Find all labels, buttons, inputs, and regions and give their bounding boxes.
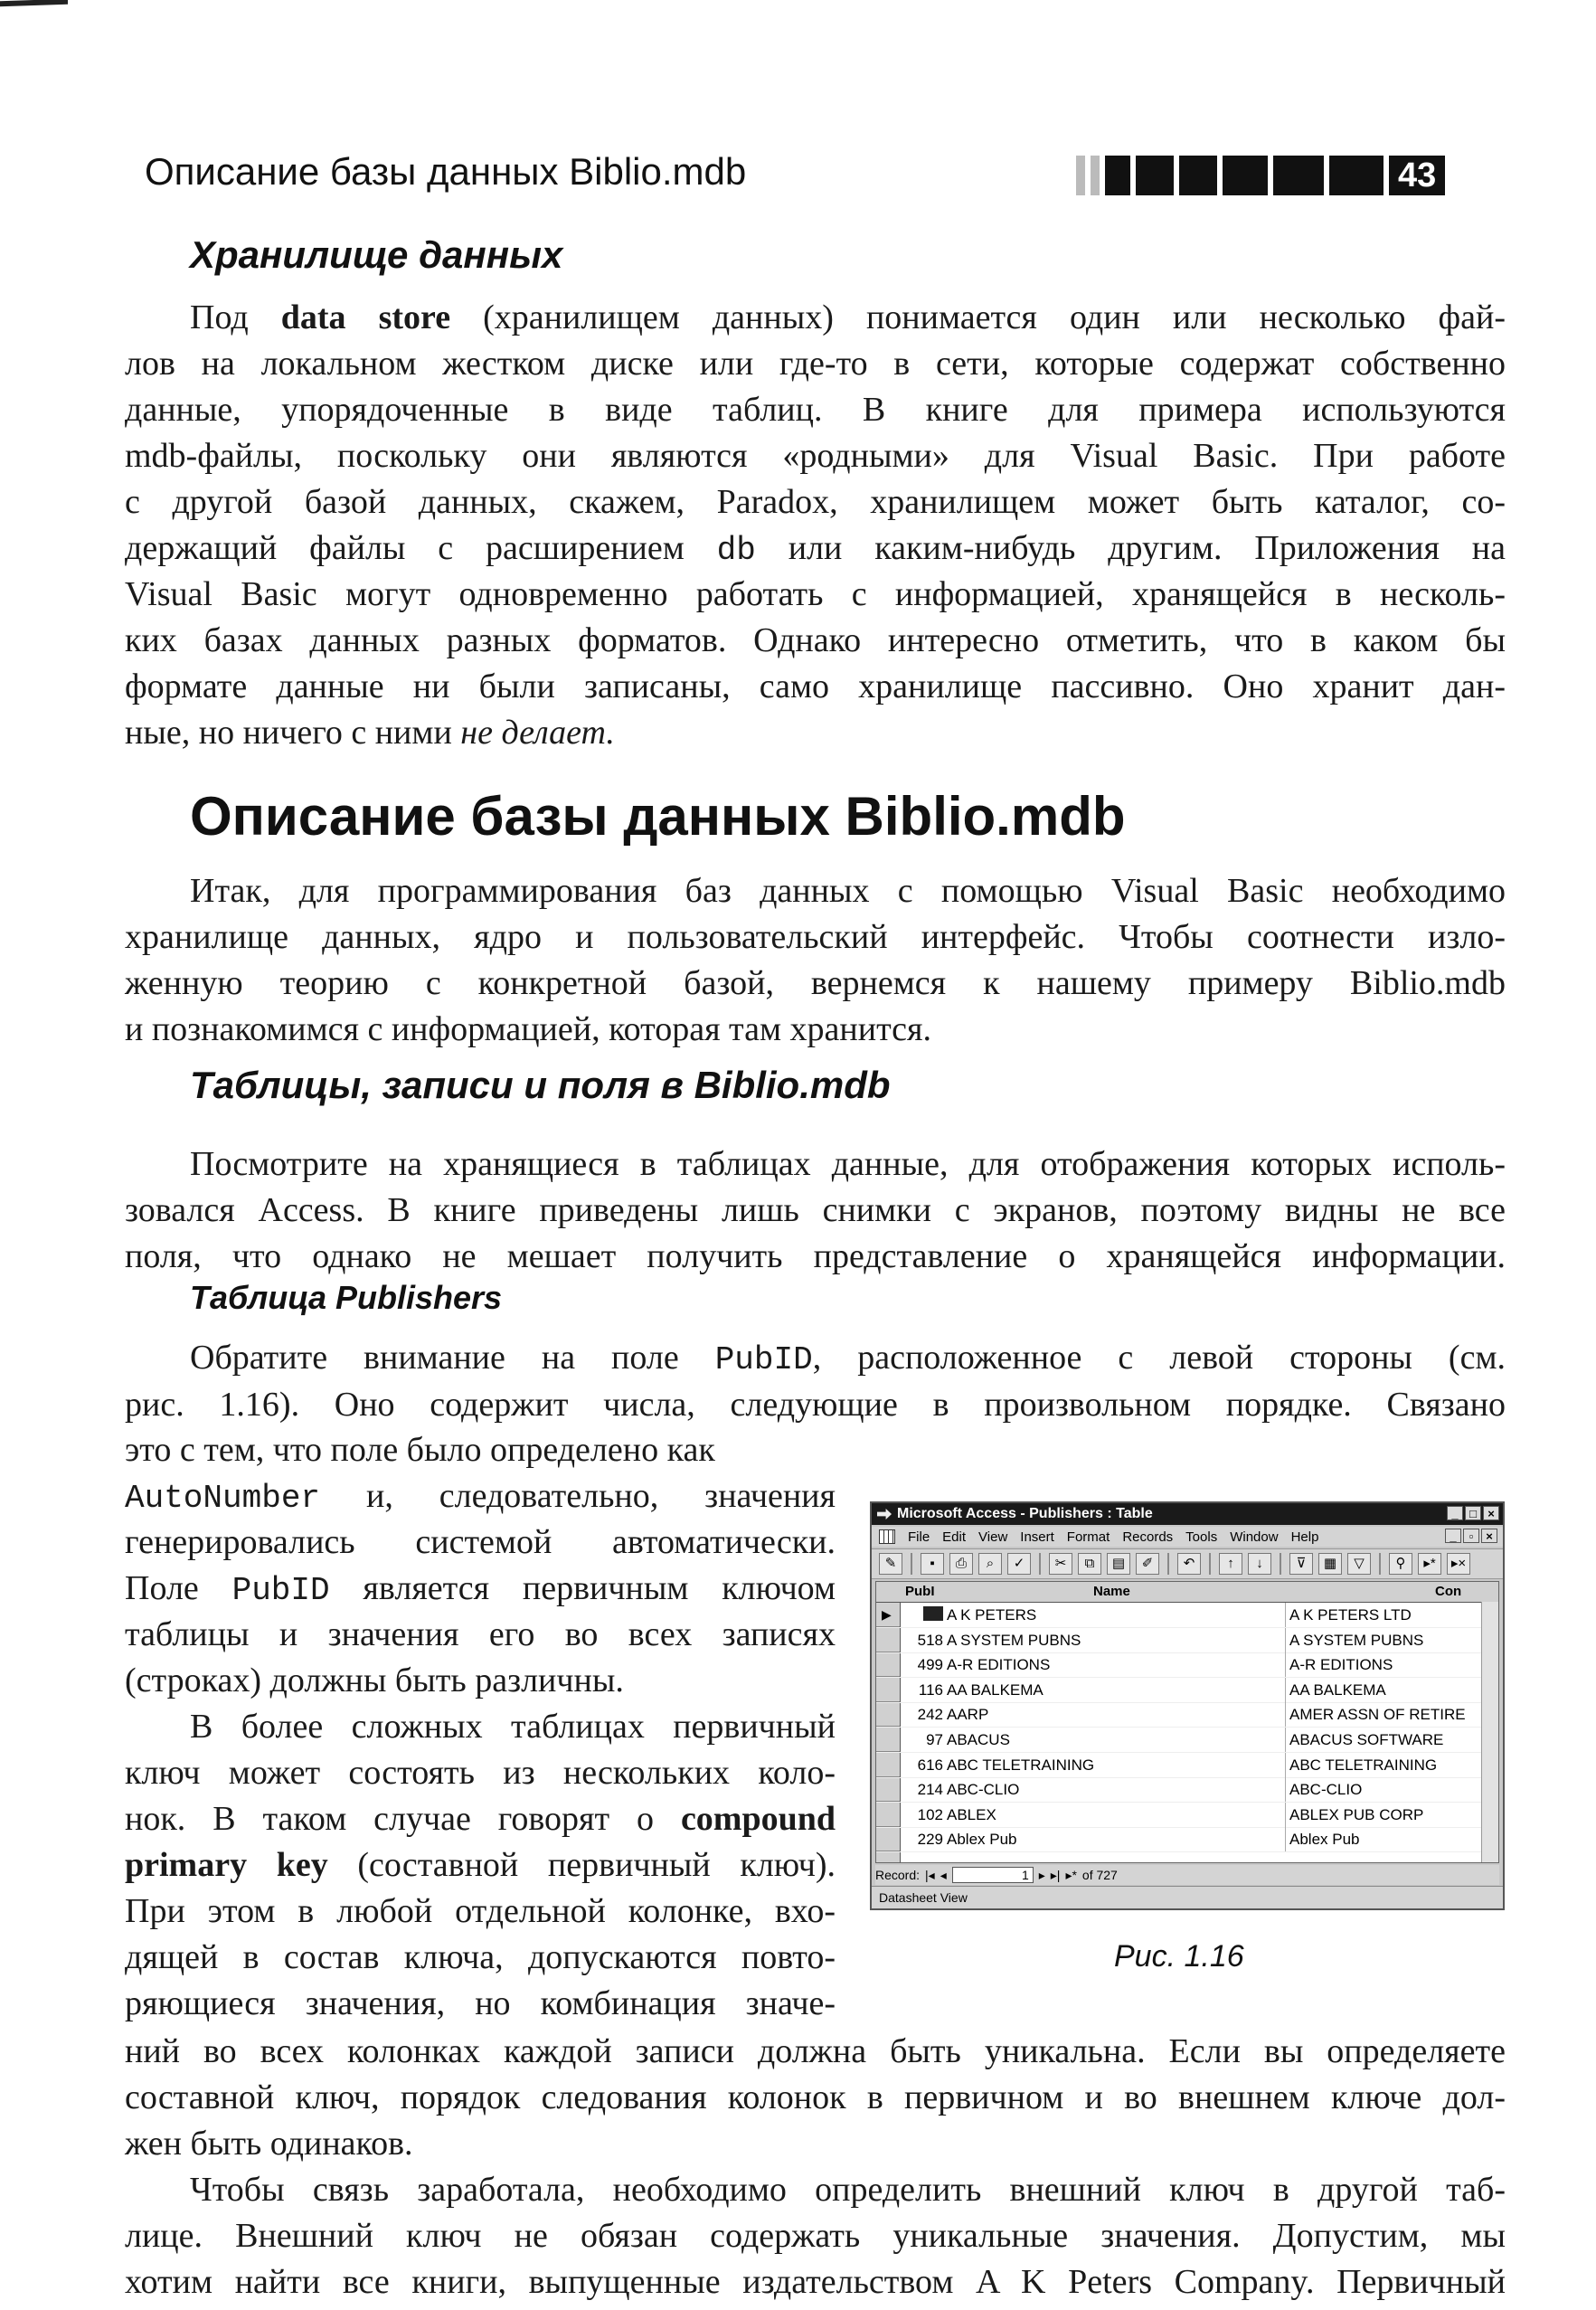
menu-item-view[interactable]: View <box>978 1529 1008 1545</box>
text-line: зовался Access. В книге приведены лишь снимки с экранов, поэтому видны не все <box>125 1191 1506 1229</box>
maximize-button[interactable]: □ <box>1465 1506 1481 1520</box>
text-line: нок. В таком случае говорят о compound <box>125 1800 836 1838</box>
cell-pubid[interactable]: 97 <box>926 1731 943 1748</box>
text-line: это с тем, что поле было определено как <box>125 1431 715 1469</box>
section-heading: Описание базы данных Biblio.mdb <box>190 786 1126 847</box>
text-line: генерировались системой автоматически. <box>125 1523 836 1561</box>
menu-item-file[interactable]: File <box>908 1529 930 1545</box>
text-line: данные, упорядоченные в виде таблиц. В книге для примера используются <box>125 391 1506 429</box>
text-line: лице. Внешний ключ не обязан содержать уникальные значения. Допустим, мы <box>125 2217 1506 2255</box>
record-selector[interactable] <box>876 1678 900 1702</box>
text-line: AutoNumber и, следовательно, значения <box>125 1477 836 1517</box>
text-line: Обратите внимание на поле PubID, расположенное с левой стороны (см. <box>190 1339 1506 1378</box>
text-line: и познакомимся с информацией, которая там хранится. <box>125 1010 931 1048</box>
table-row[interactable] <box>876 1628 1482 1653</box>
text-line: таблицы и значения его во всех записях <box>125 1615 836 1653</box>
text-line: рис. 1.16). Оно содержит числа, следующие в произвольном порядке. Связано <box>125 1386 1506 1424</box>
cell-pubid[interactable]: 499 <box>917 1656 943 1674</box>
table-row[interactable] <box>876 1827 1482 1852</box>
copy-icon[interactable]: ⧉ <box>1078 1553 1101 1575</box>
cell-name[interactable]: ABC-CLIO <box>947 1781 1020 1799</box>
record-selector[interactable] <box>876 1628 900 1652</box>
window-title: Microsoft Access - Publishers : Table <box>897 1506 1153 1521</box>
cell-pubid[interactable]: 518 <box>917 1631 943 1649</box>
record-selector[interactable] <box>876 1702 900 1727</box>
prev-record-icon[interactable]: ◂ <box>940 1867 947 1882</box>
text-line: формате данные ни были записаны, само хранилище пассивно. Оно хранит дан- <box>125 667 1506 705</box>
cell-name[interactable]: AA BALKEMA <box>947 1680 1044 1699</box>
heading-publishers-table: Таблица Publishers <box>190 1279 503 1316</box>
autonumber-cell-marker <box>923 1606 943 1621</box>
menu-item-insert[interactable]: Insert <box>1020 1529 1054 1545</box>
cell-pubid[interactable]: 616 <box>917 1756 943 1774</box>
new-record-icon[interactable]: ▸* <box>1418 1553 1441 1575</box>
text-line: Поле PubID является первичным ключом <box>125 1569 836 1609</box>
cell-pubid[interactable]: 214 <box>917 1781 943 1799</box>
heading-data-store: Хранилище данных <box>190 233 563 276</box>
cell-pubid[interactable]: 116 <box>918 1680 943 1699</box>
apply-filter-icon[interactable]: ▽ <box>1347 1553 1371 1575</box>
text-line: женную теорию с конкретной базой, вернемся к нашему примеру Biblio.mdb <box>125 964 1506 1002</box>
print-icon[interactable]: ⎙ <box>949 1553 973 1575</box>
first-record-icon[interactable]: |◂ <box>925 1867 935 1882</box>
text-line: ряющиеся значения, но комбинация значе- <box>125 1984 836 2022</box>
window-titlebar <box>872 1503 1503 1525</box>
record-selector[interactable] <box>876 1753 900 1777</box>
table-row[interactable] <box>876 1678 1482 1703</box>
access-window-screenshot <box>870 1501 1505 1910</box>
save-icon[interactable]: ▪ <box>921 1553 944 1575</box>
record-total: of 727 <box>1081 1868 1118 1882</box>
record-selector[interactable] <box>876 1652 900 1677</box>
cell-name[interactable]: A SYSTEM PUBNS <box>947 1631 1081 1649</box>
table-row[interactable] <box>876 1753 1482 1778</box>
text-line: ные, но ничего с ними не делает. <box>125 714 615 752</box>
spelling-icon[interactable]: ✓ <box>1007 1553 1031 1575</box>
record-selector[interactable] <box>876 1728 900 1752</box>
undo-icon[interactable]: ↶ <box>1177 1553 1201 1575</box>
running-head: Описание базы данных Biblio.mdb <box>145 150 747 193</box>
datasheet-grid <box>875 1581 1499 1863</box>
record-selector[interactable] <box>876 1803 900 1827</box>
cell-name[interactable]: AARP <box>947 1706 989 1724</box>
figure-caption: Рис. 1.16 <box>1114 1939 1244 1974</box>
text-line: лов на локальном жестком диске или где-то в сети, которые содержат собственно <box>125 345 1506 383</box>
cell-name[interactable]: A K PETERS <box>947 1606 1037 1624</box>
menu-item-tools[interactable]: Tools <box>1185 1529 1218 1545</box>
doc-close-button[interactable]: × <box>1481 1529 1497 1543</box>
new-record-nav-icon[interactable]: ▸* <box>1065 1867 1077 1882</box>
delete-record-icon[interactable]: ▸× <box>1447 1553 1470 1575</box>
cell-company[interactable]: ABC TELETRAINING <box>1285 1753 1437 1777</box>
record-label: Record: <box>875 1868 921 1882</box>
cell-company[interactable]: ABLEX PUB CORP <box>1285 1803 1423 1827</box>
text-line: При этом в любой отдельной колонке, вхо- <box>125 1892 836 1930</box>
text-line: составной ключ, порядок следования колонок в первичном и во внешнем ключе дол- <box>125 2078 1506 2116</box>
page-corner-mark <box>0 0 68 6</box>
record-navigator <box>875 1865 1499 1885</box>
page-number-bar <box>1076 156 1445 195</box>
text-line: ний во всех колонках каждой записи должна быть уникальна. Если вы определяете <box>125 2032 1506 2070</box>
menu-item-help[interactable]: Help <box>1290 1529 1319 1545</box>
cell-company[interactable]: Ablex Pub <box>1285 1827 1360 1851</box>
table-row[interactable] <box>876 1702 1482 1728</box>
text-line: ких базах данных разных форматов. Однако интересно отметить, что в каком бы <box>125 621 1506 659</box>
cell-company[interactable]: A-R EDITIONS <box>1285 1652 1393 1677</box>
text-line: с другой базой данных, скажем, Paradox, хранилищем может быть каталог, со- <box>125 483 1506 521</box>
filter-selection-icon[interactable]: ⊽ <box>1289 1553 1313 1575</box>
record-number-field[interactable]: 1 <box>952 1867 1034 1883</box>
table-row[interactable] <box>876 1777 1482 1803</box>
table-row[interactable] <box>876 1728 1482 1753</box>
cell-name[interactable]: ABACUS <box>947 1731 1010 1748</box>
menu-item-records[interactable]: Records <box>1122 1529 1174 1545</box>
text-line: хотим найти все книги, выпущенные издательством A K Peters Company. Первичный <box>125 2263 1506 2301</box>
text-line: ключ может состоять из нескольких коло- <box>125 1754 836 1792</box>
text-line: Под data store (хранилищем данных) понимается один или несколько фай- <box>190 298 1506 336</box>
table-icon <box>879 1529 895 1544</box>
page-number: 43 <box>1389 156 1445 195</box>
table-row[interactable] <box>876 1652 1482 1678</box>
cut-icon[interactable]: ✂ <box>1049 1553 1072 1575</box>
table-row[interactable] <box>876 1603 1482 1628</box>
text-line: primary key (составной первичный ключ). <box>125 1846 836 1884</box>
cell-name[interactable]: A-R EDITIONS <box>947 1656 1051 1674</box>
find-icon[interactable]: ⚲ <box>1389 1553 1412 1575</box>
cell-company[interactable]: A SYSTEM PUBNS <box>1285 1628 1423 1652</box>
text-line: хранилище данных, ядро и пользовательский интерфейс. Чтобы соотнести изло- <box>125 918 1506 956</box>
format-painter-icon[interactable]: ✐ <box>1136 1553 1159 1575</box>
doc-minimize-button[interactable]: _ <box>1445 1529 1461 1543</box>
table-row[interactable] <box>876 1803 1482 1828</box>
menu-bar <box>872 1527 1503 1547</box>
text-line: Чтобы связь заработала, необходимо определить внешний ключ в другой таб- <box>190 2171 1506 2209</box>
cell-company[interactable]: AA BALKEMA <box>1285 1678 1386 1702</box>
column-header-pubid[interactable]: PubI <box>905 1584 935 1599</box>
cell-company[interactable]: ABACUS SOFTWARE <box>1285 1728 1443 1752</box>
text-line: поля, что однако не мешает получить представление о хранящейся информации. <box>125 1237 1506 1275</box>
text-line: дящей в состав ключа, допускаются повто- <box>125 1938 836 1976</box>
status-bar: Datasheet View <box>872 1886 1503 1908</box>
sort-descending-icon[interactable]: ↓ <box>1248 1553 1271 1575</box>
record-selector[interactable] <box>876 1827 900 1851</box>
doc-restore-button[interactable]: ▫ <box>1463 1529 1479 1543</box>
cell-company[interactable]: A K PETERS LTD <box>1285 1603 1412 1627</box>
preview-icon[interactable]: ⌕ <box>978 1553 1002 1575</box>
cell-name[interactable]: ABLEX <box>947 1805 996 1823</box>
menu-item-edit[interactable]: Edit <box>942 1529 967 1545</box>
grid-header <box>876 1582 1498 1603</box>
text-line: mdb-файлы, поскольку они являются «родными» для Visual Basic. При работе <box>125 437 1506 475</box>
access-key-icon <box>877 1509 892 1519</box>
heading-tables-records-fields: Таблицы, записи и поля в Biblio.mdb <box>190 1064 891 1106</box>
text-line: Visual Basic могут одновременно работать с информацией, хранящейся в несколь- <box>125 575 1506 613</box>
text-line: (строках) должны быть различны. <box>125 1661 624 1699</box>
text-line: Итак, для программирования баз данных с помощью Visual Basic необходимо <box>190 872 1506 910</box>
menu-item-format[interactable]: Format <box>1066 1529 1110 1545</box>
cell-name[interactable]: Ablex Pub <box>947 1831 1017 1849</box>
paste-icon[interactable]: ▤ <box>1107 1553 1130 1575</box>
column-header-company[interactable]: Con <box>1435 1584 1462 1599</box>
cell-name[interactable]: ABC TELETRAINING <box>947 1756 1095 1774</box>
last-record-icon[interactable]: ▸| <box>1050 1867 1061 1882</box>
text-line: жен быть одинаков. <box>125 2125 413 2163</box>
close-button[interactable]: × <box>1483 1506 1499 1520</box>
record-selector[interactable] <box>876 1777 900 1802</box>
next-record-icon[interactable]: ▸ <box>1038 1867 1045 1882</box>
sort-ascending-icon[interactable]: ↑ <box>1219 1553 1242 1575</box>
toolbar <box>872 1548 1503 1579</box>
cell-pubid[interactable]: 242 <box>917 1706 943 1724</box>
menu-item-window[interactable]: Window <box>1230 1529 1279 1545</box>
view-icon[interactable]: ✎ <box>879 1553 902 1575</box>
text-line: В более сложных таблицах первичный <box>190 1708 836 1746</box>
cell-pubid[interactable] <box>903 1606 943 1625</box>
current-record-pointer-icon[interactable]: ▶ <box>876 1603 900 1627</box>
column-header-name[interactable]: Name <box>1093 1584 1130 1599</box>
text-line: Посмотрите на хранящиеся в таблицах данные, для отображения которых исполь- <box>190 1145 1506 1183</box>
filter-form-icon[interactable]: ▦ <box>1318 1553 1342 1575</box>
cell-company[interactable]: ABC-CLIO <box>1285 1777 1362 1802</box>
vertical-scrollbar[interactable] <box>1481 1602 1498 1862</box>
cell-company[interactable]: AMER ASSN OF RETIRE <box>1285 1702 1466 1727</box>
minimize-button[interactable]: _ <box>1447 1506 1463 1520</box>
cell-pubid[interactable]: 102 <box>917 1805 943 1823</box>
text-line: держащий файлы с расширением db или каким-нибудь другим. Приложения на <box>125 529 1506 569</box>
cell-pubid[interactable]: 229 <box>917 1831 943 1849</box>
